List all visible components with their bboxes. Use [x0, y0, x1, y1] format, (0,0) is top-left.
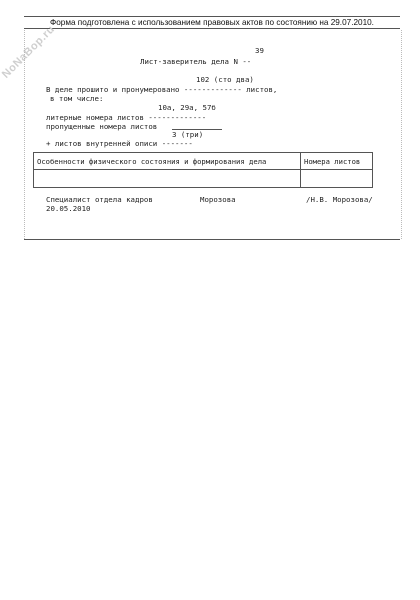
lettered-sheet-numbers: 10а, 29а, 57б: [158, 103, 216, 112]
signer-position: Специалист отдела кадров: [46, 195, 153, 204]
table-column-divider: [300, 153, 301, 187]
signer-name: /Н.В. Морозова/: [306, 195, 373, 204]
inner-inventory-line: + листов внутренней описи -------: [46, 139, 193, 148]
document-number: 39: [255, 46, 264, 55]
table-header-condition: Особенности физического состояния и формирования дела: [37, 157, 267, 166]
lettered-sheets-label: литерные номера листов -------------: [46, 113, 207, 122]
table-header-sheet-numbers: Номера листов: [304, 157, 361, 166]
table-row-divider: [34, 169, 372, 170]
signer-signature: Морозова: [200, 195, 236, 204]
including-label: в том числе:: [50, 94, 104, 103]
watermark: NoNaBop.ru: [0, 23, 58, 81]
total-sheets-written: 102 (сто два): [196, 75, 254, 84]
missing-sheets-value: 3 (три): [172, 130, 204, 139]
sign-date: 20.05.2010: [46, 204, 91, 213]
legal-notice-banner: Форма подготовлена с использованием правовых актов по состоянию на 29.07.2010.: [24, 16, 400, 29]
bottom-rule: [24, 239, 400, 240]
stitched-sheets-line: В деле прошито и пронумеровано ------------- листов,: [46, 85, 278, 94]
missing-sheets-label: пропущенные номера листов: [46, 122, 158, 131]
document-title: Лист-заверитель дела N --: [140, 57, 252, 66]
condition-table: [33, 152, 373, 188]
